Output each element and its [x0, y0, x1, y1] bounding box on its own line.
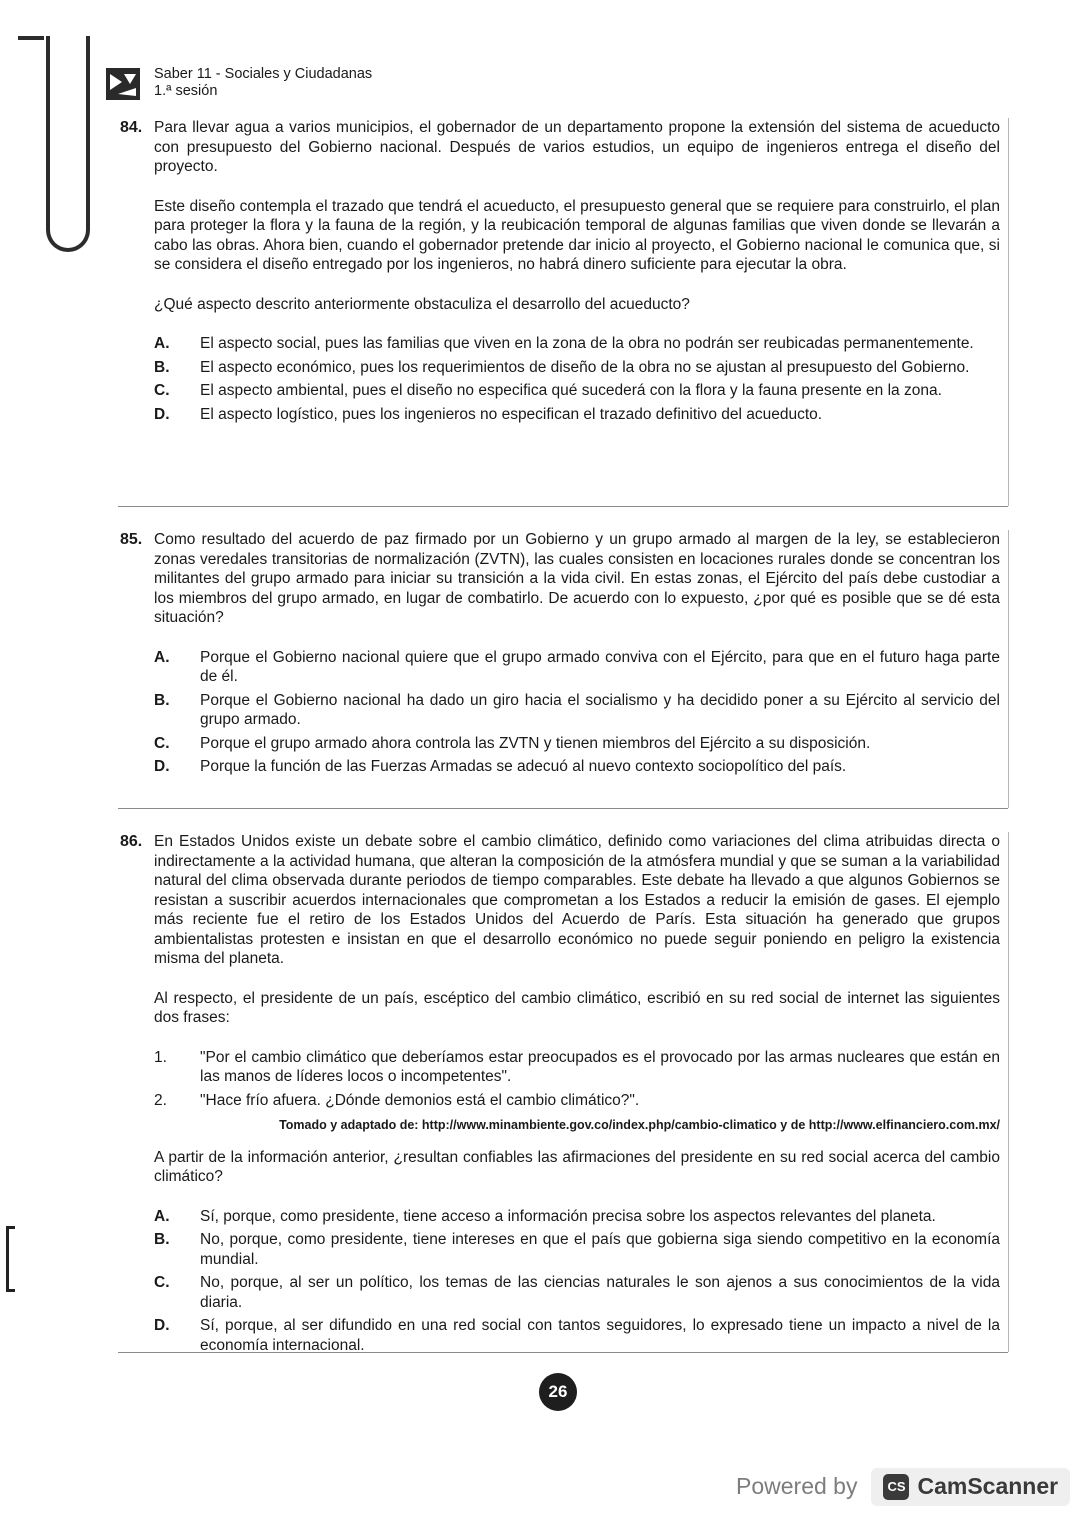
- page-header: [104, 66, 372, 102]
- option-d[interactable]: [154, 405, 1000, 425]
- option-letter: B.: [154, 1231, 170, 1248]
- section-divider: [118, 808, 1008, 809]
- binder-clip: [46, 36, 90, 252]
- option-text: El aspecto ambiental, pues el diseño no especifica qué sucederá con la flora y la fauna presente en la zona.: [200, 382, 942, 399]
- option-letter: D.: [154, 405, 170, 423]
- option-c[interactable]: [154, 381, 1000, 401]
- option-letter: C.: [154, 382, 170, 399]
- option-text: No, porque, como presidente, tiene intereses en que el país que gobierna siga siendo competitivo en la economía mundial.: [200, 1231, 1000, 1268]
- question-84: [120, 118, 1000, 428]
- binder-clip-bar: [18, 36, 44, 40]
- question-86: [120, 832, 1000, 1359]
- quote-number: 2.: [154, 1091, 167, 1109]
- question-paragraph: Este diseño contempla el trazado que tendrá el acueducto, el presupuesto general que se requiere para construirlo, el plan para proteger la flora y la fauna de la región, y la reubicación temporal de algunas familias que viven donde se llevarán a cabo las obras. Ahora bien, cuando el gobernador pretende dar inicio al proyecto, el Gobierno nacional le comunica que, si se considera el diseño entregado por los ingenieros, no habrá dinero suficiente para ejecutar la obra.: [154, 197, 1000, 273]
- option-a[interactable]: [154, 1207, 1000, 1227]
- powered-by-text: Powered by: [736, 1473, 858, 1500]
- option-letter: D.: [154, 758, 170, 775]
- section-divider: [118, 1352, 1008, 1353]
- question-paragraph: Al respecto, el presidente de un país, escéptico del cambio climático, escribió en su red social de internet las siguientes dos frases:: [154, 989, 1000, 1026]
- icfes-logo-icon: [104, 66, 142, 102]
- option-letter: B.: [154, 358, 170, 376]
- question-paragraph: Como resultado del acuerdo de paz firmado por un Gobierno y un grupo armado al margen de la ley, se establecieron zonas veredales transitorias de normalización (ZVTN), las cuales consisten en locaciones rurales donde se concentran los militantes del grupo armado para iniciar su transición a la vida civil. En estas zonas, el Ejército del país debe custodiar a los miembros del grupo armado, en lugar de combatirlo. De acuerdo con lo expuesto, ¿por qué es posible que se dé esta situación?: [154, 531, 1000, 626]
- question-prompt: ¿Qué aspecto descrito anteriormente obstaculiza el desarrollo del acueducto?: [154, 295, 690, 313]
- margin-line: [1008, 118, 1009, 506]
- option-a[interactable]: [154, 648, 1000, 687]
- option-letter: A.: [154, 648, 170, 666]
- source-citation: Tomado y adaptado de: http://www.minambiente.gov.co/index.php/cambio-climatico y de http://www.elfinanciero.com.mx/: [279, 1118, 1000, 1132]
- option-a[interactable]: [154, 334, 1000, 354]
- quote-number: 1.: [154, 1048, 167, 1066]
- option-d[interactable]: [154, 1316, 1000, 1355]
- option-text: Sí, porque, al ser difundido en una red social con tantos seguidores, lo expresado tiene un impacto a nivel de la economía internacional.: [200, 1317, 1000, 1354]
- margin-line: [1008, 832, 1009, 1352]
- option-text: Porque la función de las Fuerzas Armadas se adecuó al nuevo contexto sociopolítico del país.: [200, 758, 847, 775]
- header-title: Saber 11 - Sociales y Ciudadanas: [154, 66, 373, 82]
- option-letter: C.: [154, 734, 170, 752]
- section-divider: [118, 506, 1008, 507]
- question-number: 86.: [120, 833, 143, 850]
- option-letter: C.: [154, 1274, 170, 1291]
- question-number: 84.: [120, 119, 143, 136]
- option-text: El aspecto social, pues las familias que viven en la zona de la obra no podrán ser reubicadas permanentemente.: [200, 335, 974, 352]
- option-c[interactable]: [154, 1273, 1000, 1312]
- quote-item: [154, 1091, 1000, 1111]
- option-text: Porque el Gobierno nacional quiere que el grupo armado conviva con el Ejército, para que en el futuro haga parte de él.: [200, 648, 1000, 685]
- quote-item: [154, 1048, 1000, 1087]
- option-text: El aspecto económico, pues los requerimientos de diseño de la obra no se ajustan al presupuesto del Gobierno.: [200, 358, 970, 376]
- option-c[interactable]: [154, 734, 1000, 754]
- option-letter: B.: [154, 691, 170, 709]
- option-letter: A.: [154, 1207, 170, 1225]
- quote-text: "Por el cambio climático que deberíamos estar preocupados es el provocado por las armas nucleares que están en las manos de líderes locos o incompetentes".: [200, 1048, 1000, 1085]
- question-number: 85.: [120, 531, 143, 548]
- option-d[interactable]: [154, 757, 1000, 777]
- scan-edge-mark: [6, 1226, 15, 1292]
- option-text: No, porque, al ser un político, los temas de las ciencias naturales le son ajenos a sus conocimientos de la vida diaria.: [200, 1274, 1000, 1311]
- camscanner-badge: [871, 1468, 1070, 1506]
- option-text: Porque el Gobierno nacional ha dado un giro hacia el socialismo y ha decidido poner a su Ejército al servicio del grupo armado.: [200, 691, 1000, 728]
- option-text: Sí, porque, como presidente, tiene acceso a información precisa sobre los aspectos relevantes del planeta.: [200, 1207, 936, 1225]
- margin-line: [1008, 530, 1009, 808]
- header-session: 1.ª sesión: [154, 83, 218, 99]
- question-prompt: A partir de la información anterior, ¿resultan confiables las afirmaciones del presidente en su red social acerca del cambio climático?: [154, 1148, 1000, 1185]
- question-85: [120, 530, 1000, 781]
- option-letter: D.: [154, 1317, 170, 1334]
- quote-text: "Hace frío afuera. ¿Dónde demonios está el cambio climático?".: [200, 1091, 640, 1109]
- option-b[interactable]: [154, 691, 1000, 730]
- option-b[interactable]: [154, 358, 1000, 378]
- option-b[interactable]: [154, 1230, 1000, 1269]
- camscanner-logo-icon: CS: [883, 1474, 909, 1500]
- question-paragraph: En Estados Unidos existe un debate sobre el cambio climático, definido como variaciones del clima atribuidas directa o indirectamente a la actividad humana, que alteran la composición de la atmósfera mundial y que se suman a la variabilidad natural del clima observada durante periodos de tiempo comparables. Este debate ha llevado a que algunos Gobiernos se resistan a suscribir acuerdos internacionales que comprometan a los Estados a reducir la emisión de gases. El ejemplo más reciente fue el retiro de los Estados Unidos del Acuerdo de París. Esta situación ha generado que grupos ambientalistas protesten e insistan en que el desarrollo económico no puede seguir poniendo en peligro la existencia misma del planeta.: [154, 833, 1000, 967]
- camscanner-watermark: [736, 1468, 1070, 1506]
- page-number: 26: [539, 1373, 577, 1411]
- question-paragraph: Para llevar agua a varios municipios, el gobernador de un departamento propone la extensión del sistema de acueducto con presupuesto del Gobierno nacional. Después de varios estudios, un equipo de ingenieros entrega el diseño del proyecto.: [154, 119, 1000, 175]
- camscanner-brand: CamScanner: [917, 1473, 1059, 1500]
- option-text: El aspecto logístico, pues los ingenieros no especifican el trazado definitivo del acueducto.: [200, 405, 823, 423]
- option-text: Porque el grupo armado ahora controla las ZVTN y tienen miembros del Ejército a su disposición.: [200, 734, 871, 752]
- option-letter: A.: [154, 335, 170, 352]
